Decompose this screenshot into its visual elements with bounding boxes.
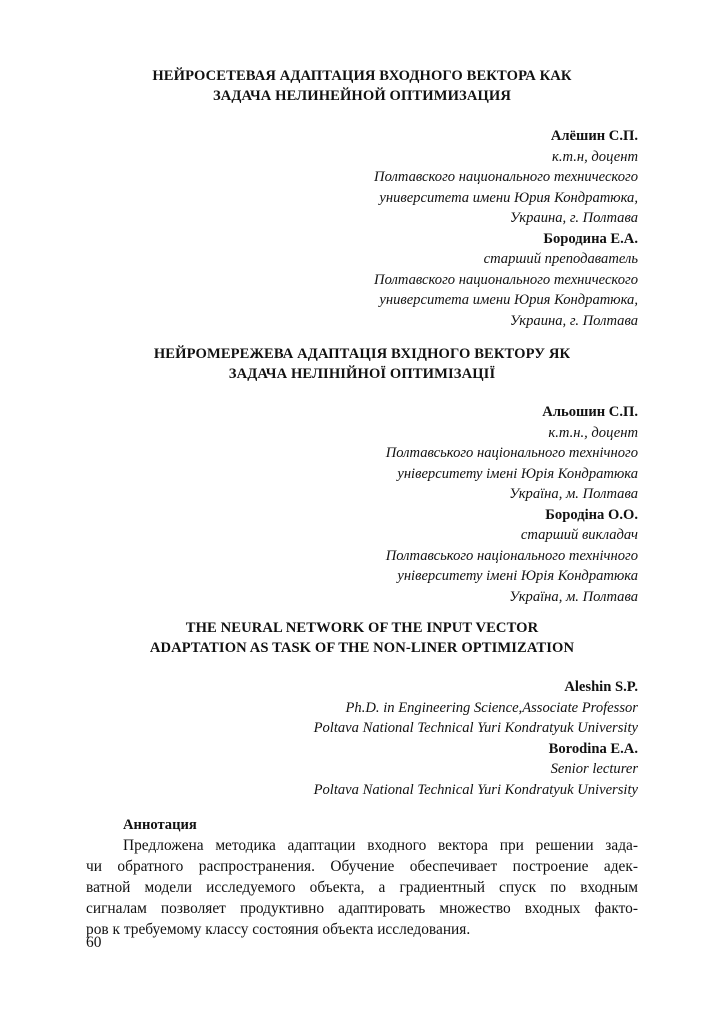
abstract-heading: Аннотация [123, 817, 197, 833]
section-2-title [0, 344, 724, 384]
author-affiliation: университета имени Юрия Кондратюка, [379, 189, 638, 206]
section-3-authors [314, 677, 638, 800]
abstract-line: чи обратного распространения. Обучение обеспечивает построение адек- [86, 857, 638, 875]
author-affiliation: старший викладач [520, 527, 638, 543]
author-affiliation: Украина, г. Полтава [509, 210, 638, 226]
title-line: THE NEURAL NETWORK OF THE INPUT VECTOR [185, 620, 539, 636]
author-name: Альошин С.П. [542, 404, 638, 420]
section-3-title [0, 618, 724, 658]
author-affiliation: Україна, м. Полтава [509, 486, 638, 502]
author-name: Бородина Е.А. [543, 230, 638, 247]
abstract-line: Предложена методика адаптации входного вектора при решении зада- [123, 836, 638, 854]
author-name: Borodina E.A. [548, 740, 638, 757]
author-affiliation: Senior lecturer [550, 761, 638, 777]
author-affiliation: Poltava National Technical Yuri Kondratyuk University [313, 720, 638, 736]
section-1-title [0, 66, 724, 106]
author-affiliation: університету імені Юрія Кондратюка [397, 465, 638, 482]
author-affiliation: Полтавского национального технического [374, 169, 638, 185]
author-affiliation: Полтавского национального технического [374, 271, 638, 288]
author-affiliation: Полтавського національного технічного [385, 445, 638, 461]
author-affiliation: Полтавського національного технічного [385, 547, 638, 564]
author-affiliation: университета имени Юрия Кондратюка, [379, 292, 638, 308]
author-affiliation: Украина, г. Полтава [509, 312, 638, 329]
author-affiliation: Ph.D. in Engineering Science,Associate Professor [345, 699, 638, 716]
author-affiliation: к.т.н, доцент [552, 148, 638, 165]
author-name: Aleshin S.P. [564, 679, 638, 695]
title-line: НЕЙРОМЕРЕЖЕВА АДАПТАЦІЯ ВХІДНОГО ВЕКТОРУ ЯК [153, 346, 571, 362]
title-line: ЗАДАЧА НЕЛІНІЙНОЇ ОПТИМІЗАЦІЇ [228, 366, 496, 382]
section-2-authors [386, 402, 638, 607]
title-line: ЗАДАЧА НЕЛИНЕЙНОЙ ОПТИМИЗАЦИЯ [212, 88, 512, 104]
author-affiliation: старший преподаватель [483, 251, 638, 267]
abstract [86, 815, 638, 940]
author-affiliation: Poltava National Technical Yuri Kondratyuk University [313, 781, 638, 798]
title-line: НЕЙРОСЕТЕВАЯ АДАПТАЦИЯ ВХОДНОГО ВЕКТОРА КАК [152, 68, 572, 84]
page-number: 60 [86, 934, 102, 951]
title-line: ADAPTATION AS TASK OF THE NON-LINER OPTIMIZATION [149, 640, 575, 656]
author-affiliation: к.т.н., доцент [548, 424, 638, 441]
abstract-line: ватной модели исследуемого объекта, а градиентный спуск по входным [86, 878, 638, 896]
abstract-line: ров к требуемому классу состояния объекта исследования. [86, 920, 471, 938]
author-affiliation: університету імені Юрія Кондратюка [397, 568, 638, 584]
section-1-authors [374, 126, 638, 331]
author-affiliation: Україна, м. Полтава [509, 588, 638, 605]
author-name: Бородіна О.О. [545, 506, 638, 523]
author-name: Алёшин С.П. [550, 128, 638, 144]
abstract-line: сигналам позволяет продуктивно адаптировать множество входных факто- [86, 899, 638, 917]
